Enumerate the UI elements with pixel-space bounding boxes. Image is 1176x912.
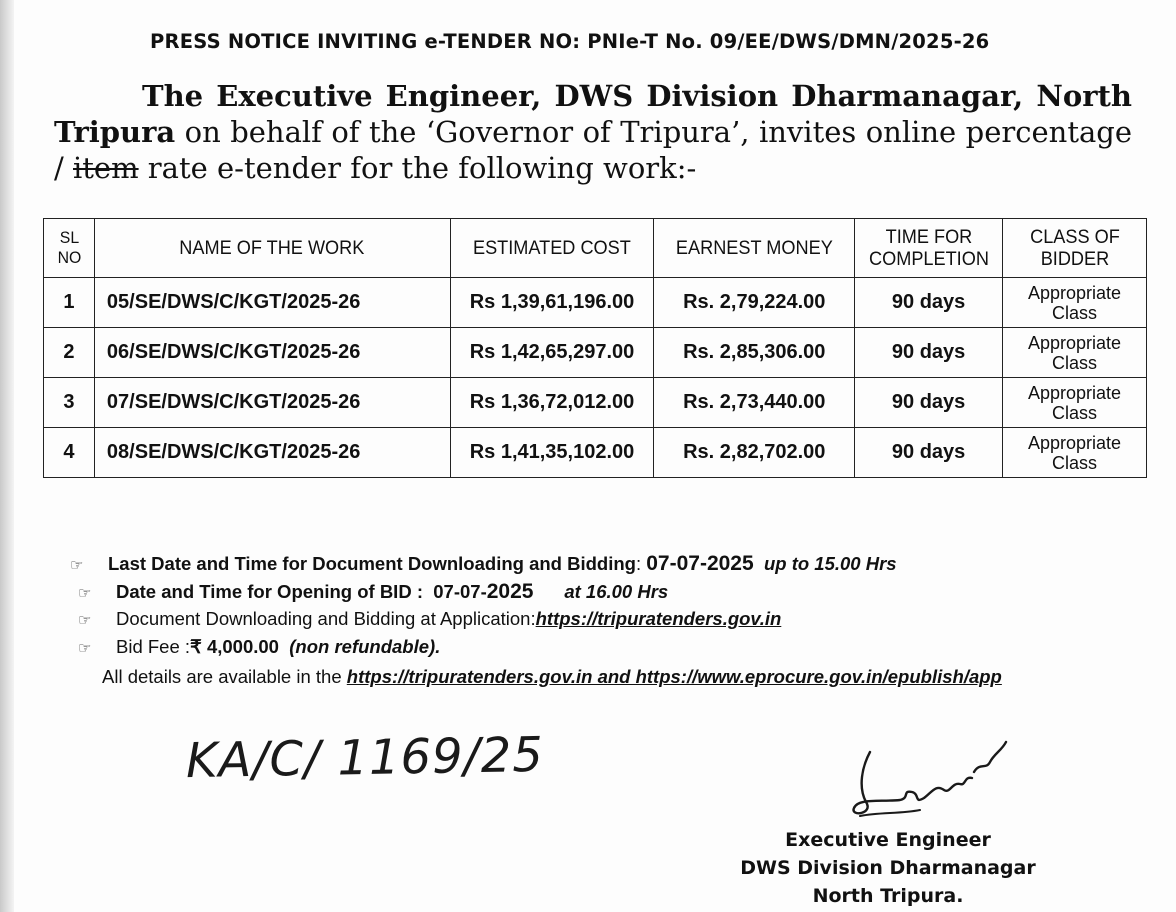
page-edge-shadow [0,0,14,912]
cell-earnest-money: Rs. 2,79,224.00 [654,278,855,328]
signatory-location: North Tripura. [812,885,964,907]
cell-work-name: 07/SE/DWS/C/KGT/2025-26 [94,378,450,428]
cell-time: 90 days [855,278,1003,328]
signatory-title: Executive Engineer [785,829,991,851]
intro-paragraph [54,78,1132,186]
table-row [44,428,1147,478]
details-links[interactable]: https://tripuratenders.gov.in and https://www.eprocure.gov.in/epublish/app [346,666,1002,687]
table-row [44,378,1147,428]
intro-strikethrough-word: item [73,151,139,185]
signatory-block [740,826,1036,910]
list-item-bid-fee: ☞ Bid Fee : ₹ 4,000.00 (non refundable). [78,636,441,657]
cell-work-name: 05/SE/DWS/C/KGT/2025-26 [94,278,450,328]
header-time-for-completion: TIME FOR COMPLETION [860,219,998,278]
cell-bidder-class: Appropriate Class [1003,378,1147,428]
list-item-last-date: ☞ Last Date and Time for Document Downloading and Bidding : 07-07-2025 up to 15.00 Hrs [70,552,897,575]
table-header-row [44,219,1147,278]
header-class-of-bidder: CLASS OF BIDDER [1008,219,1142,278]
cell-time: 90 days [855,378,1003,428]
handwritten-reference-number: KA/C/ 1169/25 [185,726,545,790]
cell-sl: 1 [44,278,95,328]
cell-earnest-money: Rs. 2,73,440.00 [654,378,855,428]
signature-icon [840,732,1030,822]
notice-title: PRESS NOTICE INVITING e-TENDER NO: PNIe-T No. 09/EE/DWS/DMN/2025-26 [150,30,990,53]
pointing-hand-icon: ☞ [78,612,92,629]
tender-works-table [43,218,1147,478]
cell-estimated-cost: Rs 1,39,61,196.00 [450,278,654,328]
header-sl-no: SL NO [45,219,92,278]
cell-bidder-class: Appropriate Class [1003,328,1147,378]
signatory-division: DWS Division Dharmanagar [740,857,1036,879]
cell-earnest-money: Rs. 2,82,702.00 [654,428,855,478]
schedule-list [70,552,897,664]
last-date-value: 07-07-2025 [646,552,754,575]
cell-bidder-class: Appropriate Class [1003,428,1147,478]
cell-work-name: 08/SE/DWS/C/KGT/2025-26 [94,428,450,478]
header-earnest-money: EARNEST MONEY [661,219,848,278]
pointing-hand-icon: ☞ [78,640,92,657]
cell-estimated-cost: Rs 1,41,35,102.00 [450,428,654,478]
header-estimated-cost: ESTIMATED COST [457,219,647,278]
intro-text-2: rate e-tender for the following work:- [138,151,697,185]
cell-earnest-money: Rs. 2,85,306.00 [654,328,855,378]
cell-estimated-cost: Rs 1,36,72,012.00 [450,378,654,428]
cell-time: 90 days [855,428,1003,478]
cell-estimated-cost: Rs 1,42,65,297.00 [450,328,654,378]
table-row [44,278,1147,328]
cell-bidder-class: Appropriate Class [1003,278,1147,328]
intro-issuer: The Executive Engineer, DWS Division Dharmanagar, North Tripura [54,79,1132,149]
intro-text-1: on behalf of the ‘Governor of Tripura’, invites online percentage / [54,115,1132,185]
pointing-hand-icon: ☞ [78,585,92,602]
cell-time: 90 days [855,328,1003,378]
header-name-of-work: NAME OF THE WORK [107,219,438,278]
cell-sl: 2 [44,328,95,378]
cell-sl: 4 [44,428,95,478]
details-line: All details are available in the https://tripuratenders.gov.in and https://www.eprocure.gov.in/epublish/app [102,666,1002,687]
pointing-hand-icon: ☞ [70,557,84,574]
table-row [44,328,1147,378]
list-item-opening-date: ☞ Date and Time for Opening of BID : 07-07- 2025 at 16.00 Hrs [78,580,669,603]
list-item-download: ☞ Document Downloading and Bidding at Application: https://tripuratenders.gov.in [78,608,782,629]
tripuratenders-link[interactable]: https://tripuratenders.gov.in [535,608,782,629]
cell-sl: 3 [44,378,95,428]
cell-work-name: 06/SE/DWS/C/KGT/2025-26 [94,328,450,378]
